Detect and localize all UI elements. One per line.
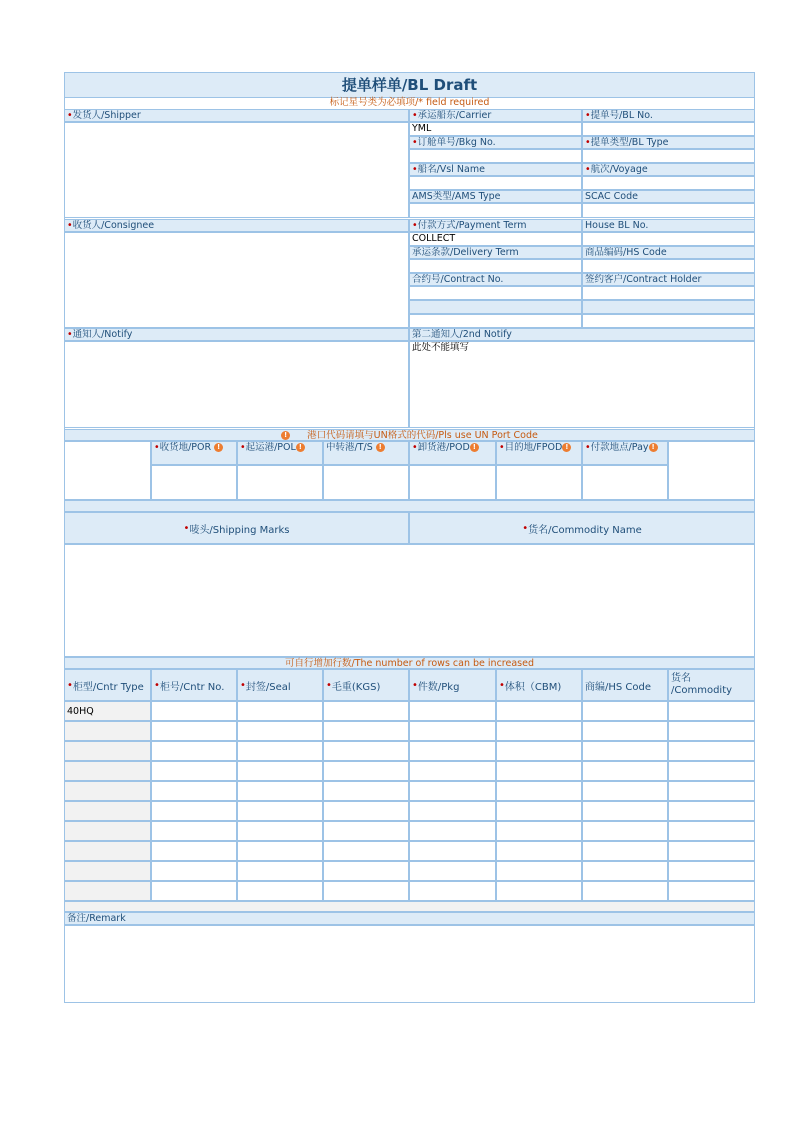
container-cell[interactable] (237, 861, 323, 881)
remark-spacer (64, 901, 755, 912)
cntr-type-cell[interactable] (64, 781, 151, 801)
container-cell[interactable] (668, 801, 755, 821)
carrier-label (409, 109, 582, 122)
required-star: • (183, 522, 190, 534)
warning-icon: ! (214, 443, 223, 452)
page-title: 提单样单/BL Draft (64, 72, 755, 98)
required-star: • (67, 220, 73, 231)
commodity-name-header (409, 512, 755, 544)
required-star: • (67, 329, 73, 340)
warning-icon: ! (562, 443, 571, 452)
pol-field[interactable] (237, 465, 323, 500)
second-notify-field: 此处不能填写 (409, 341, 755, 428)
col-seal-text: 封签/Seal (245, 681, 291, 693)
required-star: • (326, 679, 332, 691)
required-star: • (585, 137, 591, 148)
warning-icon: ! (376, 443, 385, 452)
required-star: • (154, 679, 160, 691)
container-cell[interactable] (668, 781, 755, 801)
required-star: • (585, 442, 591, 453)
container-cell[interactable] (409, 721, 496, 741)
shipping-marks-header (64, 512, 409, 544)
container-cell[interactable] (496, 841, 582, 861)
pod-label (409, 441, 496, 465)
container-cell[interactable] (668, 701, 755, 721)
required-star: • (412, 110, 418, 121)
container-cell[interactable] (237, 721, 323, 741)
consignee-label-text: 收货人/Consignee (72, 220, 155, 231)
required-star: • (67, 110, 73, 121)
notify-label-text: 通知人/Notify (72, 329, 133, 340)
required-star: • (154, 442, 160, 453)
container-cell[interactable] (151, 761, 237, 781)
marks-commodity-field[interactable] (64, 544, 755, 657)
container-cell[interactable] (323, 761, 409, 781)
container-cell[interactable] (582, 721, 668, 741)
col-pkg (409, 669, 496, 701)
port-extra-cell (668, 441, 755, 500)
container-cell[interactable] (582, 781, 668, 801)
container-cell[interactable] (582, 741, 668, 761)
container-cell[interactable] (151, 841, 237, 861)
payment-term-field[interactable]: COLLECT (409, 232, 582, 246)
bl-no-field[interactable] (582, 122, 755, 136)
cntr-type-cell[interactable] (64, 861, 151, 881)
carrier-field[interactable]: YML (409, 122, 582, 136)
bl-type-field[interactable] (582, 149, 755, 163)
container-cell[interactable] (668, 881, 755, 901)
container-cell[interactable] (409, 801, 496, 821)
warning-icon: ! (470, 443, 479, 452)
col-weight-text: 毛重(KGS) (331, 681, 381, 693)
cntr-type-cell[interactable] (64, 881, 151, 901)
spacer-bar (64, 500, 755, 512)
container-cell[interactable] (582, 881, 668, 901)
col-cntr-type (64, 669, 151, 701)
warning-icon: ! (649, 443, 658, 452)
scac-code-label: SCAC Code (582, 190, 755, 203)
house-bl-field[interactable] (582, 232, 755, 246)
required-star: • (412, 164, 418, 175)
pay-label (582, 441, 668, 465)
cntr-type-cell[interactable] (64, 841, 151, 861)
container-cell[interactable] (323, 841, 409, 861)
contract-holder-label: 签约客户/Contract Holder (582, 273, 755, 286)
container-cell[interactable] (237, 761, 323, 781)
container-cell[interactable] (668, 821, 755, 841)
port-note: 港口代码请填与UN格式的代码/Pls use UN Port Code (307, 430, 538, 441)
container-cell[interactable] (323, 701, 409, 721)
col-pkg-text: 件数/Pkg (417, 681, 460, 693)
ams-type-label: AMS类型/AMS Type (409, 190, 582, 203)
container-cell[interactable] (582, 761, 668, 781)
container-cell[interactable] (409, 821, 496, 841)
cntr-type-cell[interactable]: 40HQ (64, 701, 151, 721)
consignee-label (64, 219, 409, 232)
container-cell[interactable] (409, 841, 496, 861)
container-cell[interactable] (582, 841, 668, 861)
container-cell[interactable] (237, 881, 323, 901)
pol-label (237, 441, 323, 465)
container-cell[interactable] (409, 741, 496, 761)
container-cell[interactable] (237, 701, 323, 721)
container-cell[interactable] (237, 781, 323, 801)
container-cell[interactable] (582, 821, 668, 841)
pay-field[interactable] (582, 465, 668, 500)
port-blank-cell (64, 441, 151, 500)
delivery-term-field[interactable] (409, 259, 582, 273)
container-cell[interactable] (323, 801, 409, 821)
container-cell[interactable] (151, 721, 237, 741)
container-cell[interactable] (151, 781, 237, 801)
col-cbm-text: 体积（CBM) (504, 681, 562, 693)
por-field[interactable] (151, 465, 237, 500)
container-cell[interactable] (237, 841, 323, 861)
container-cell[interactable] (323, 781, 409, 801)
payment-term-label-text: 付款方式/Payment Term (417, 220, 527, 231)
ts-label-text: 中转港/T/S (326, 442, 373, 453)
warning-icon: ! (296, 443, 305, 452)
bl-type-label (582, 136, 755, 149)
required-star: • (585, 164, 591, 175)
voyage-label (582, 163, 755, 176)
bl-no-label (582, 109, 755, 122)
container-cell[interactable] (323, 861, 409, 881)
por-label (151, 441, 237, 465)
delivery-term-label: 承运条款/Delivery Term (409, 246, 582, 259)
fpod-field[interactable] (496, 465, 582, 500)
required-star: • (412, 137, 418, 148)
cntr-type-cell[interactable] (64, 821, 151, 841)
container-cell[interactable] (668, 841, 755, 861)
required-star: • (67, 679, 73, 691)
blank-row-left (409, 300, 582, 314)
container-cell[interactable] (496, 861, 582, 881)
required-star: • (585, 110, 591, 121)
required-star: • (240, 679, 246, 691)
container-cell[interactable] (151, 881, 237, 901)
bl-type-label-text: 提单类型/BL Type (590, 137, 669, 148)
bkg-no-field[interactable] (409, 149, 582, 163)
voyage-label-text: 航次/Voyage (590, 164, 648, 175)
hs-code-top-label: 商品编码/HS Code (582, 246, 755, 259)
notify-label (64, 328, 409, 341)
col-commodity (668, 669, 755, 701)
required-star: • (412, 679, 418, 691)
remark-label: 备注/Remark (64, 912, 755, 925)
port-note-bar (64, 429, 755, 441)
container-cell[interactable] (323, 741, 409, 761)
col-cbm (496, 669, 582, 701)
container-cell[interactable] (237, 801, 323, 821)
container-cell[interactable] (237, 821, 323, 841)
container-cell[interactable] (668, 741, 755, 761)
col-weight (323, 669, 409, 701)
house-bl-label: House BL No. (582, 219, 755, 232)
carrier-label-text: 承运船东/Carrier (417, 110, 492, 121)
bkg-no-label (409, 136, 582, 149)
payment-term-label (409, 219, 582, 232)
fpod-label (496, 441, 582, 465)
container-cell[interactable] (496, 701, 582, 721)
shipper-field[interactable] (64, 122, 409, 218)
ts-field[interactable] (323, 465, 409, 500)
container-cell[interactable] (668, 861, 755, 881)
pol-label-text: 起运港/POL (245, 442, 296, 453)
blank-field-left[interactable] (409, 314, 582, 328)
cntr-type-cell[interactable] (64, 721, 151, 741)
container-cell[interactable] (582, 861, 668, 881)
container-cell[interactable] (409, 761, 496, 781)
container-cell[interactable] (151, 741, 237, 761)
container-cell[interactable] (496, 801, 582, 821)
container-cell[interactable] (409, 781, 496, 801)
rows-note: 可自行增加行数/The number of rows can be increased (64, 657, 755, 669)
required-star: • (499, 679, 505, 691)
bkg-no-label-text: 订舱单号/Bkg No. (417, 137, 496, 148)
container-cell[interactable] (151, 701, 237, 721)
container-cell[interactable] (496, 761, 582, 781)
container-cell[interactable] (323, 821, 409, 841)
required-star: • (412, 220, 418, 231)
col-hs-code: 商编/HS Code (582, 669, 668, 701)
contract-holder-field[interactable] (582, 286, 755, 300)
scac-code-field[interactable] (582, 203, 755, 218)
container-cell[interactable] (323, 721, 409, 741)
ams-type-field[interactable] (409, 203, 582, 218)
col-commodity-text: 货名 /Commodity (671, 673, 733, 696)
container-cell[interactable] (151, 821, 237, 841)
blank-field-right[interactable] (582, 314, 755, 328)
pod-label-text: 卸货港/POD (417, 442, 470, 453)
cntr-type-cell[interactable] (64, 801, 151, 821)
container-cell[interactable] (409, 861, 496, 881)
shipping-marks-label-text: 唛头/Shipping Marks (189, 524, 290, 536)
container-cell[interactable] (496, 881, 582, 901)
consignee-field[interactable] (64, 232, 409, 328)
container-cell[interactable] (496, 721, 582, 741)
container-cell[interactable] (668, 721, 755, 741)
contract-no-field[interactable] (409, 286, 582, 300)
col-seal (237, 669, 323, 701)
blank-row-right (582, 300, 755, 314)
required-note: 标记星号类为必填项/* field required (329, 97, 490, 108)
container-cell[interactable] (668, 761, 755, 781)
bl-no-label-text: 提单号/BL No. (590, 110, 653, 121)
container-cell[interactable] (151, 801, 237, 821)
container-cell[interactable] (323, 881, 409, 901)
cntr-type-cell[interactable] (64, 761, 151, 781)
pay-label-text: 付款地点/Pay (590, 442, 649, 453)
second-notify-label: 第二通知人/2nd Notify (409, 328, 755, 341)
required-star: • (522, 522, 529, 534)
container-cell[interactable] (151, 861, 237, 881)
commodity-name-label-text: 货名/Commodity Name (528, 524, 642, 536)
ts-label (323, 441, 409, 465)
fpod-label-text: 目的地/FPOD (504, 442, 563, 453)
container-cell[interactable] (409, 701, 496, 721)
container-cell[interactable] (496, 741, 582, 761)
col-cntr-no-text: 柜号/Cntr No. (159, 681, 225, 693)
pod-field[interactable] (409, 465, 496, 500)
container-cell[interactable] (496, 821, 582, 841)
required-star: • (499, 442, 505, 453)
required-star: • (412, 442, 418, 453)
col-cntr-no (151, 669, 237, 701)
contract-no-label: 合约号/Contract No. (409, 273, 582, 286)
required-star: • (240, 442, 246, 453)
vsl-name-label-text: 船名/Vsl Name (417, 164, 485, 175)
vsl-name-field[interactable] (409, 176, 582, 190)
notify-field[interactable] (64, 341, 409, 428)
container-cell[interactable] (582, 801, 668, 821)
remark-field[interactable] (64, 925, 755, 1003)
warning-icon: ! (281, 431, 290, 440)
col-cntr-type-text: 柜型/Cntr Type (72, 681, 144, 693)
container-cell[interactable] (496, 781, 582, 801)
por-label-text: 收货地/POR (159, 442, 212, 453)
hs-code-top-field[interactable] (582, 259, 755, 273)
shipper-label-text: 发货人/Shipper (72, 110, 141, 121)
container-cell[interactable] (409, 881, 496, 901)
voyage-field[interactable] (582, 176, 755, 190)
container-cell[interactable] (237, 741, 323, 761)
shipper-label (64, 109, 409, 122)
container-cell[interactable] (582, 701, 668, 721)
cntr-type-cell[interactable] (64, 741, 151, 761)
vsl-name-label (409, 163, 582, 176)
